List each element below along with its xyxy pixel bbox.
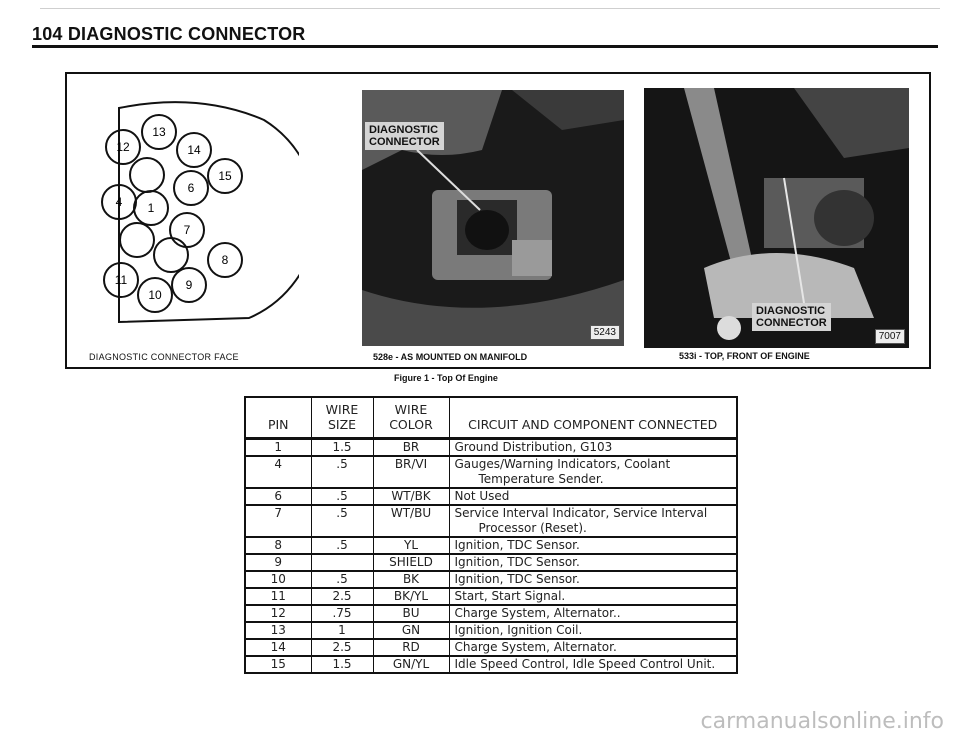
- cell-pin: 10: [245, 571, 311, 588]
- cell-pin: 4: [245, 456, 311, 488]
- circuit-line: Temperature Sender.: [478, 472, 604, 486]
- connector-pin-label: 6: [187, 181, 195, 195]
- cell-color: BU: [373, 605, 449, 622]
- cell-pin: 11: [245, 588, 311, 605]
- circuit-line: Start, Start Signal.: [454, 589, 566, 603]
- connector-pin-label: 7: [183, 223, 191, 237]
- table-row: [245, 571, 737, 588]
- circuit-line: Service Interval Indicator, Service Interval: [454, 506, 708, 520]
- circuit-line: Ignition, TDC Sensor.: [454, 572, 580, 586]
- cell-circuit: [449, 456, 737, 488]
- photo-528e-manifold: [362, 90, 624, 346]
- connector-face-diagram: [99, 90, 299, 330]
- cell-pin: 9: [245, 554, 311, 571]
- title-underline: [32, 45, 938, 48]
- cell-circuit: [449, 505, 737, 537]
- circuit-line: Gauges/Warning Indicators, Coolant: [454, 457, 671, 471]
- cell-circuit: [449, 639, 737, 656]
- table-row: [245, 605, 737, 622]
- cell-color: SHIELD: [373, 554, 449, 571]
- watermark: carmanualsonline.info: [700, 709, 944, 734]
- connector-pin-blank: [154, 238, 188, 272]
- circuit-line: Not Used: [454, 489, 510, 503]
- diagnostic-connector-callout: [365, 122, 444, 150]
- figure-panel: [65, 72, 931, 369]
- connector-pin-label: 13: [152, 125, 166, 139]
- cell-pin: 15: [245, 656, 311, 673]
- circuit-line: Idle Speed Control, Idle Speed Control Unit.: [454, 657, 716, 671]
- header-wire-size: [311, 397, 373, 439]
- circuit-line: Charge System, Alternator..: [454, 606, 621, 620]
- header-line: SIZE: [327, 417, 357, 432]
- cell-circuit: [449, 439, 737, 457]
- cell-circuit: [449, 605, 737, 622]
- cell-size: 1.5: [311, 439, 373, 457]
- connector-pin-label: 8: [221, 253, 229, 267]
- pin-table: [244, 396, 738, 674]
- cell-size: [311, 554, 373, 571]
- connector-pin-label: 14: [187, 143, 201, 157]
- table-row: [245, 488, 737, 505]
- cell-size: .5: [311, 488, 373, 505]
- cell-circuit: [449, 622, 737, 639]
- cell-circuit: [449, 588, 737, 605]
- pin-table-header: [245, 397, 737, 439]
- cell-color: BK/YL: [373, 588, 449, 605]
- cell-color: WT/BK: [373, 488, 449, 505]
- circuit-line: Ignition, TDC Sensor.: [454, 555, 580, 569]
- header-wire-color: [373, 397, 449, 439]
- connector-pin-label: 11: [114, 273, 128, 287]
- cell-circuit: [449, 571, 737, 588]
- connector-pin-label: 4: [115, 195, 123, 209]
- callout-line: CONNECTOR: [756, 317, 827, 329]
- cell-size: .5: [311, 537, 373, 554]
- cell-circuit: [449, 656, 737, 673]
- header-line: WIRE: [394, 402, 428, 417]
- connector-pin-label: 9: [185, 278, 193, 292]
- figure-title: Figure 1 - Top Of Engine: [394, 373, 498, 383]
- table-row: [245, 554, 737, 571]
- table-row: [245, 456, 737, 488]
- cell-size: .5: [311, 505, 373, 537]
- cell-size: .5: [311, 571, 373, 588]
- cell-pin: 14: [245, 639, 311, 656]
- cell-pin: 1: [245, 439, 311, 457]
- header-line: COLOR: [389, 417, 433, 432]
- connector-pin-blank: [130, 158, 164, 192]
- diagnostic-connector-callout: [752, 303, 831, 331]
- cell-color: GN/YL: [373, 656, 449, 673]
- table-row: [245, 656, 737, 673]
- cell-size: 1.5: [311, 656, 373, 673]
- connector-face-caption: DIAGNOSTIC CONNECTOR FACE: [89, 352, 239, 362]
- cell-size: 2.5: [311, 588, 373, 605]
- connector-outline: [119, 102, 299, 322]
- table-row: [245, 639, 737, 656]
- callout-line: DIAGNOSTIC: [369, 124, 439, 136]
- cell-pin: 12: [245, 605, 311, 622]
- connector-pin-label: 15: [218, 169, 232, 183]
- circuit-line: Ignition, TDC Sensor.: [454, 538, 580, 552]
- photo-533i-front: [644, 88, 909, 348]
- cell-color: WT/BU: [373, 505, 449, 537]
- cell-color: BK: [373, 571, 449, 588]
- cell-color: RD: [373, 639, 449, 656]
- photo-528e-caption: 528e - AS MOUNTED ON MANIFOLD: [373, 352, 528, 362]
- table-row: [245, 439, 737, 457]
- header-line: WIRE: [325, 402, 359, 417]
- cell-color: GN: [373, 622, 449, 639]
- cell-circuit: [449, 554, 737, 571]
- cell-color: YL: [373, 537, 449, 554]
- cell-color: BR: [373, 439, 449, 457]
- connector-pin-blank: [120, 223, 154, 257]
- cell-size: 2.5: [311, 639, 373, 656]
- header-pin: PIN: [267, 417, 289, 432]
- table-row: [245, 537, 737, 554]
- photo-number: 7007: [875, 329, 905, 344]
- connector-pin-label: 1: [147, 201, 155, 215]
- cell-circuit: [449, 537, 737, 554]
- connector-pins: [102, 115, 242, 312]
- connector-pin-label: 10: [148, 288, 162, 302]
- callout-line: CONNECTOR: [369, 136, 440, 148]
- header-circuit: CIRCUIT AND COMPONENT CONNECTED: [449, 397, 737, 439]
- photo-number: 5243: [590, 325, 620, 340]
- circuit-line: Ground Distribution, G103: [454, 440, 613, 454]
- cell-pin: 13: [245, 622, 311, 639]
- cell-pin: 8: [245, 537, 311, 554]
- cell-size: 1: [311, 622, 373, 639]
- table-row: [245, 588, 737, 605]
- cell-color: BR/VI: [373, 456, 449, 488]
- callout-line: DIAGNOSTIC: [756, 305, 826, 317]
- circuit-line: Processor (Reset).: [478, 521, 587, 535]
- cell-pin: 6: [245, 488, 311, 505]
- table-row: [245, 622, 737, 639]
- cell-circuit: [449, 488, 737, 505]
- circuit-line: Ignition, Ignition Coil.: [454, 623, 583, 637]
- top-rule: [40, 8, 940, 9]
- table-row: [245, 505, 737, 537]
- page-title: 104 DIAGNOSTIC CONNECTOR: [32, 24, 306, 44]
- cell-size: .75: [311, 605, 373, 622]
- cell-size: .5: [311, 456, 373, 488]
- cell-pin: 7: [245, 505, 311, 537]
- circuit-line: Charge System, Alternator.: [454, 640, 617, 654]
- connector-pin-label: 12: [116, 140, 130, 154]
- photo-533i-caption: 533i - TOP, FRONT OF ENGINE: [679, 351, 810, 361]
